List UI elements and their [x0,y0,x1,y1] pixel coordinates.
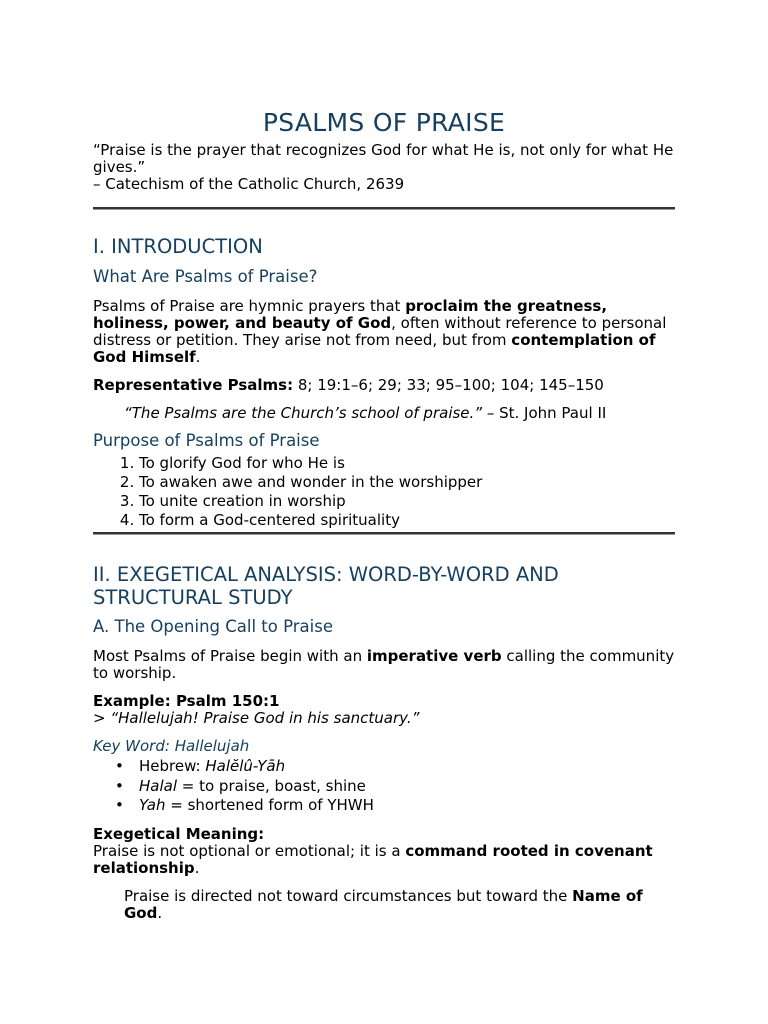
section-heading-exegesis: II. EXEGETICAL ANALYSIS: WORD-BY-WORD AND STRUCTURAL STUDY [93,563,559,609]
text-run: . [194,858,200,877]
list-item: 3. To unite creation in worship [139,492,675,511]
list-item [115,757,675,777]
keyword-bullet-list [93,757,675,816]
text-run: Hebrew: [139,757,206,775]
keyword-heading: Key Word: Hallelujah [93,737,250,755]
emphasis-text: imperative verb [366,647,502,665]
document-content [93,108,675,922]
epigraph-source: – Catechism of the Catholic Church, 2639 [93,175,405,193]
hebrew-term: Halal [139,776,177,795]
text-run: Psalms of Praise are hymnic prayers that [93,297,406,315]
subheading-what-are-psalms: What Are Psalms of Praise? [93,267,318,286]
subheading-purpose: Purpose of Psalms of Praise [93,431,320,450]
emphasis-text: command rooted in covenant relationship [93,841,653,877]
representative-label: Representative Psalms: [93,376,294,394]
text-run: = shortened form of YHWH [165,796,374,814]
pope-citation [93,405,675,422]
meaning-label: Exegetical Meaning: [93,824,265,843]
list-item: 1. To glorify God for who He is [139,454,675,473]
hebrew-term: Halĕlû-Yāh [205,757,286,775]
representative-value: 8; 19:1–6; 29; 33; 95–100; 104; 145–150 [293,376,604,394]
hebrew-term: Yah [139,796,166,814]
text-run: . [195,348,201,366]
opening-paragraph [93,648,675,682]
list-item: 4. To form a God-centered spirituality [139,511,675,530]
text-run: Most Psalms of Praise begin with an [93,647,367,665]
list-item [115,776,675,797]
blockquote-marker: > [93,709,111,727]
example-quote: “Hallelujah! Praise God in his sanctuary.” [110,709,420,727]
citation-quote: “The Psalms are the Church’s school of praise.” [124,404,483,422]
text-run: . [157,903,163,922]
exegetical-meaning [93,826,675,877]
bullet-marker: • [115,757,124,775]
page-title: PSALMS OF PRAISE [262,108,506,137]
emphasis-text: contemplation of God Himself [93,331,656,366]
example-block [93,693,675,727]
list-item [115,796,675,816]
representative-psalms [93,377,675,394]
text-run: Praise is not optional or emotional; it is a [93,841,406,860]
text-run: , often without reference to personal distress or petition. They arise not from need, but from [93,314,667,349]
text-run: calling the community to worship. [93,647,675,682]
intro-paragraph [93,298,675,366]
text-run: = to praise, boast, shine [177,776,366,795]
subheading-opening-call: A. The Opening Call to Praise [93,617,333,636]
bullet-marker: • [115,796,124,814]
epigraph [93,142,675,193]
emphasis-text: Name of God [124,886,643,922]
list-item: 2. To awaken awe and wonder in the worshipper [139,473,675,492]
section-heading-introduction: I. INTRODUCTION [93,235,263,258]
emphasis-text: proclaim the greatness, holiness, power, and beauty of God [93,297,608,332]
indented-note [93,888,675,922]
epigraph-quote: “Praise is the prayer that recognizes God for what He is, not only for what He gives.” [93,141,674,176]
bullet-marker: • [115,776,124,795]
citation-source: – St. John Paul II [482,404,607,422]
text-run: Praise is directed not toward circumstances but toward the [124,886,573,905]
example-label: Example: Psalm 150:1 [93,692,280,710]
purpose-list [93,454,675,530]
section-divider [93,207,675,210]
section-divider [93,532,675,535]
